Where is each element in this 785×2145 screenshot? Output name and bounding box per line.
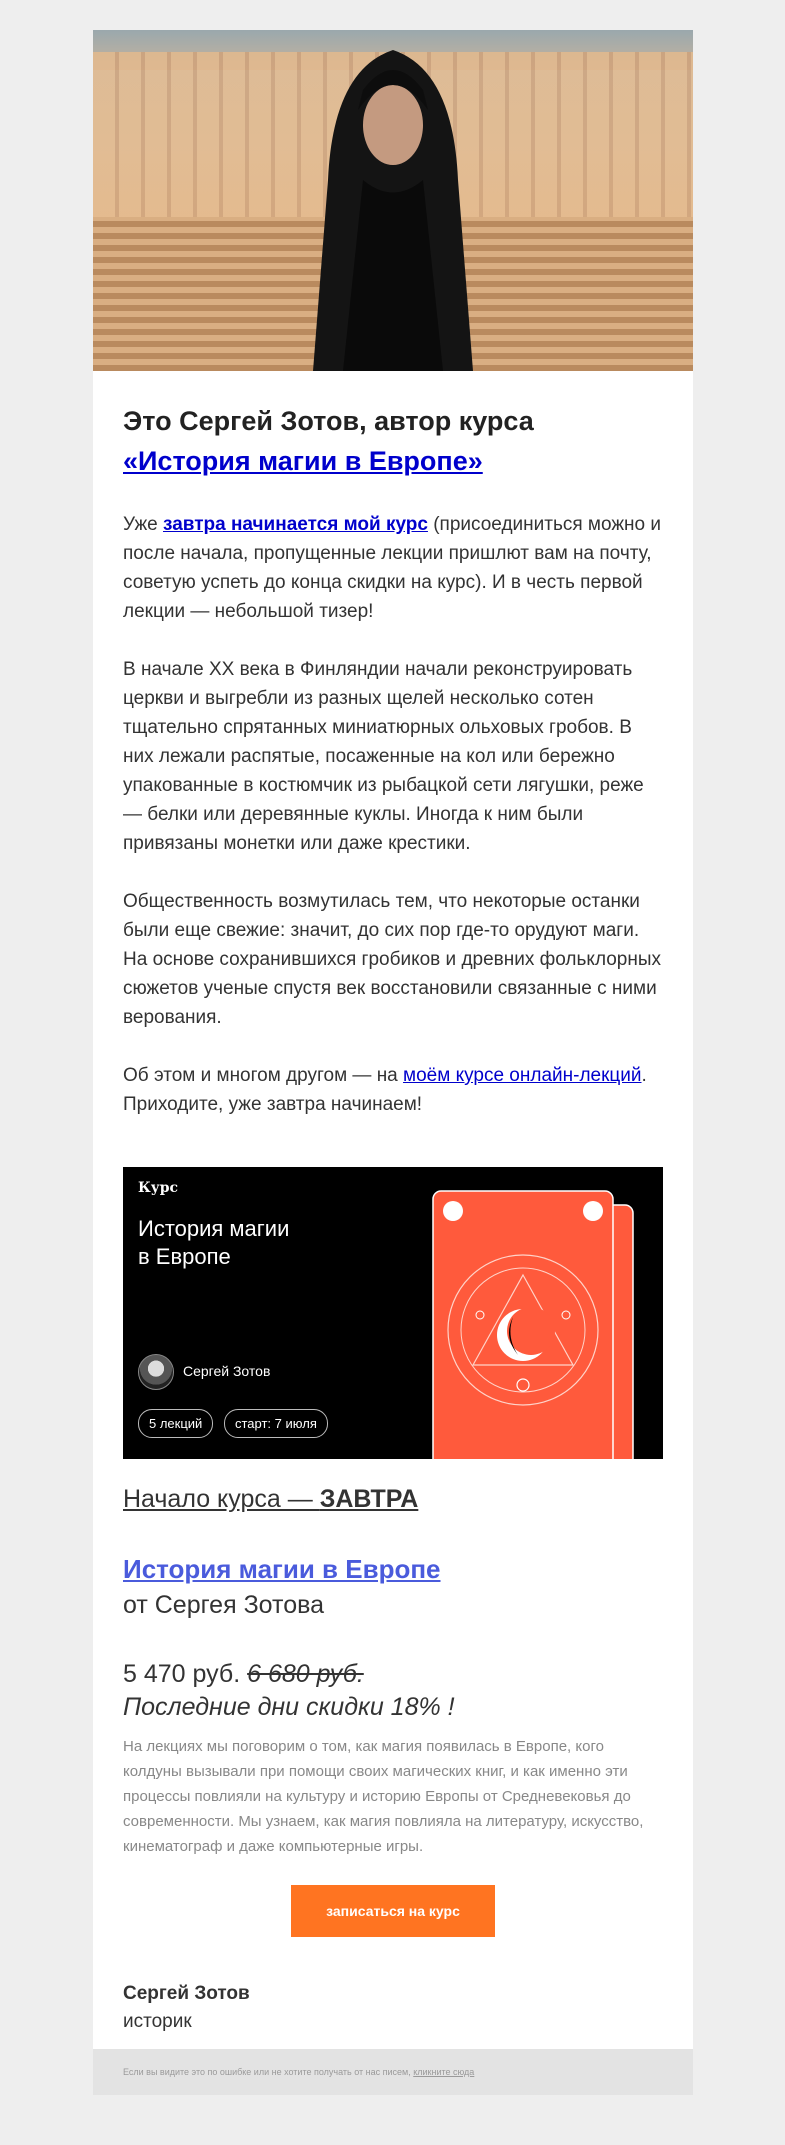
old-price: 6 680 руб.	[247, 1660, 364, 1688]
discount-note: Последние дни скидки 18% !	[123, 1693, 455, 1721]
signature-role: историк	[123, 2011, 192, 2032]
banner-author: Сергей Зотов	[183, 1363, 271, 1379]
course-start[interactable]	[123, 1485, 663, 1514]
tarot-card-icon	[418, 1187, 648, 1459]
price	[123, 1660, 663, 1689]
start-prefix: Начало курса —	[123, 1485, 320, 1513]
footer-text: Если вы видите это по ошибке или не хотите получать от нас писем,	[123, 2067, 414, 2077]
course-author: от Сергея Зотова	[123, 1591, 325, 1619]
invite-paragraph	[123, 1061, 663, 1119]
cta-wrap	[123, 1885, 663, 1937]
teaser-paragraph-2: Общественность возмутилась тем, что некоторые останки были еще свежие: значит, до сих пор где-то орудуют маги. На основе сохранившихся гробиков и древних фольклорных сюжетов ученые спустя век восстановили связанные с ними верования.	[123, 891, 662, 1028]
lectures-pill: 5 лекций	[138, 1409, 213, 1438]
invite-lead: Об этом и многом другом — на	[123, 1065, 404, 1086]
banner-title-line2: в Европе	[138, 1244, 231, 1269]
page-title	[123, 371, 663, 481]
invite-rest: . Приходите, уже завтра начинаем!	[123, 1065, 647, 1115]
start-bold: ЗАВТРА	[319, 1485, 419, 1513]
course-title-link-2[interactable]: История магии в Европе	[123, 1554, 441, 1584]
current-price: 5 470 руб.	[123, 1660, 248, 1688]
teaser-paragraph: В начале XX века в Финляндии начали реконструировать церкви и выгребли из разных щелей несколько сотен тщательно спрятанных миниатюрных ольховых гробов. В них лежали распятые, посаженные на кол или бережно упакованные в костюмчик из рыбацкой сети лягушки, реже — белки или деревянные куклы. Иногда к ним были привязаны монетки или даже крестики.	[123, 659, 644, 854]
banner-title-line1: История магии	[138, 1216, 290, 1241]
course-banner[interactable]	[123, 1167, 663, 1459]
intro-rest: (присоединиться можно и после начала, пропущенные лекции пришлют вам на почту, советую успеть до конца скидки на курс). И в честь первой лекции — небольшой тизер!	[123, 514, 662, 622]
avatar	[138, 1354, 174, 1390]
intro-lead: Уже	[123, 514, 163, 535]
enroll-button[interactable]: записаться на курс	[291, 1885, 495, 1937]
footer	[93, 2049, 693, 2095]
banner-tag: Курс	[138, 1180, 179, 1196]
course-title-link[interactable]: «История магии в Европе»	[123, 446, 483, 476]
content	[93, 371, 693, 2049]
email-card	[93, 30, 693, 2095]
banner-title	[138, 1215, 289, 1271]
course-description: На лекциях мы поговорим о том, как магия появилась в Европе, кого колдуны вызывали при помощи своих магических книг, и как именно эти процессы повлияли на культуру и историю Европы от Средневековья до современности. Мы узнаем, как магия повлияла на литературу, искусство, кинематограф и даже компьютерные игры.	[123, 1738, 644, 1855]
online-course-link[interactable]: моём курсе онлайн-лекций	[403, 1065, 642, 1086]
signature-name: Сергей Зотов	[123, 1983, 250, 2004]
course-start-link[interactable]: завтра начинается мой курс	[163, 514, 428, 535]
author-portrait	[273, 30, 513, 371]
intro-paragraph	[123, 510, 663, 626]
title-line: Это Сергей Зотов, автор курса	[123, 406, 534, 436]
start-date-pill: старт: 7 июля	[224, 1409, 328, 1438]
hero-photo	[93, 30, 693, 371]
unsubscribe-link[interactable]: кликните сюда	[413, 2067, 475, 2077]
